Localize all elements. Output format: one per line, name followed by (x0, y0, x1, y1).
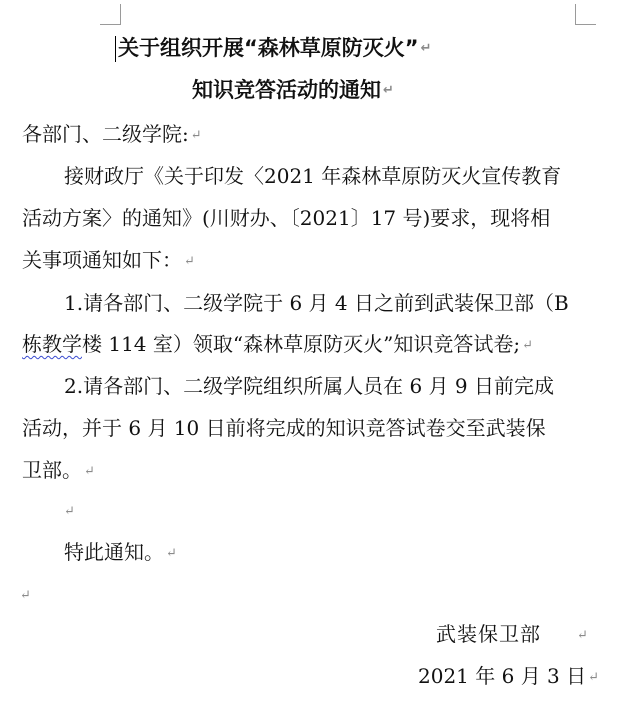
date-line[interactable] (418, 662, 599, 692)
signature-text: 武装保卫部 (436, 622, 541, 646)
paragraph-1-text-1: 接财政厅《关于印发〈2021 年森林草原防灭火宣传教育 (64, 164, 562, 188)
text-cursor (115, 36, 116, 62)
item-1-line-2[interactable] (22, 330, 533, 360)
paragraph-mark-icon: ↵ (588, 669, 600, 685)
title-line-1[interactable] (118, 34, 432, 63)
title-line-2[interactable] (192, 76, 394, 105)
empty-paragraph-mark-icon: ↵ (20, 588, 31, 603)
greeting-line[interactable] (22, 120, 202, 150)
paragraph-mark-icon: ↵ (420, 41, 432, 56)
closing-text: 特此通知。 (64, 540, 164, 564)
item-1-line-1[interactable] (64, 289, 569, 317)
closing-line[interactable] (64, 538, 177, 568)
paragraph-1-text-2: 活动方案〉的通知》(川财办、〔2021〕17 号)要求，现将相 (22, 206, 551, 230)
empty-paragraph-mark-icon: ↵ (64, 504, 75, 519)
item-1-text-2: 楼 114 室）领取“森林草原防灭火”知识竞答试卷; (82, 332, 521, 356)
paragraph-1-line-1[interactable] (64, 162, 561, 190)
paragraph-mark-icon: ↵ (166, 545, 177, 561)
paragraph-mark-icon: ↵ (84, 463, 95, 479)
signature-line[interactable] (436, 620, 589, 650)
page-corner-mark-top-left (100, 4, 121, 25)
paragraph-mark-icon: ↵ (383, 83, 394, 98)
item-2-text-1: 2.请各部门、二级学院组织所属人员在 6 月 9 日前完成 (64, 374, 554, 398)
title-line-1-text: 关于组织开展“森林草原防灭火” (118, 36, 419, 60)
date-text: 2021 年 6 月 3 日 (418, 664, 587, 688)
paragraph-1-line-3[interactable] (22, 246, 195, 276)
item-2-line-3[interactable] (22, 456, 95, 486)
item-2-line-2[interactable] (22, 414, 546, 442)
item-2-text-3: 卫部。 (22, 458, 82, 482)
item-2-text-2: 活动，并于 6 月 10 日前将完成的知识竞答试卷交至武装保 (22, 416, 546, 440)
paragraph-mark-icon: ↵ (522, 337, 533, 353)
greeting-text: 各部门、二级学院: (22, 122, 189, 146)
paragraph-mark-icon: ↵ (190, 127, 202, 143)
item-1-text-1: 1.请各部门、二级学院于 6 月 4 日之前到武装保卫部（B (64, 291, 569, 315)
title-line-2-text: 知识竞答活动的通知 (192, 78, 381, 102)
paragraph-mark-icon: ↵ (577, 627, 589, 643)
paragraph-mark-icon: ↵ (184, 253, 195, 269)
paragraph-1-text-3: 关事项通知如下： (22, 248, 182, 272)
spelling-underlined-text[interactable]: 栋教学 (22, 332, 82, 356)
item-2-line-1[interactable] (64, 372, 554, 400)
paragraph-1-line-2[interactable] (22, 204, 550, 232)
page-corner-mark-top-right (575, 4, 596, 25)
